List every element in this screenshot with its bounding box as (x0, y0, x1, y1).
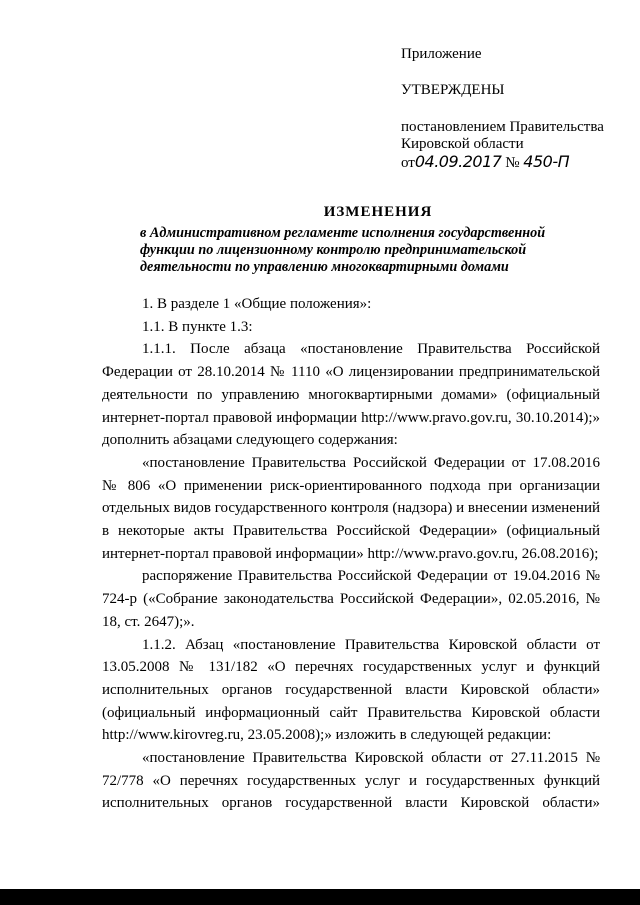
document-title: ИЗМЕНЕНИЯ (323, 204, 433, 220)
decree-line-2: Кировской области (401, 136, 524, 152)
date-prefix: от (401, 155, 415, 171)
paragraph-4: «постановление Правительства Российской Федерации от 17.08.2016 № 806 «О применении риск-ориентированного подхода при организации отдельных видов государственного контроля (надзора) и внесении изменений в некоторые акты Правительства Российской Федерации» (официальный интернет-портал правовой информации» http://www.pravo.gov.ru, 26.08.2016); (102, 454, 600, 562)
paragraph-3: 1.1.1. После абзаца «постановление Правительства Российской Федерации от 28.10.2014 № 1110 «О лицензировании предпринимательской деятельности по управлению многоквартирными домами» (официальный интернет-портал правовой информации http://www.pravo.gov.ru, 30.10.2014);» дополнить абзацами следующего содержания: (102, 341, 600, 449)
paragraph-5: распоряжение Правительства Российской Федерации от 19.04.2016 № 724-р («Собрание законодательства Российской Федерации», 02.05.2016, № 18, ст. 2647);». (102, 568, 600, 630)
document-subtitle: в Административном регламенте исполнения государственной функции по лицензионному контролю предпринимательской деятельности по управлению многоквартирными домами (140, 225, 546, 275)
approval-block (401, 46, 616, 172)
heading-block (140, 204, 590, 276)
paragraph-7: «постановление Правительства Кировской области от 27.11.2015 № 72/778 «О перечнях государственных услуг и государственных функций исполнительных органов государственной власти Кировской области» (102, 750, 600, 812)
appendix-label: Приложение (401, 46, 482, 62)
scan-edge-bar (0, 889, 640, 905)
number-sign: № (505, 155, 520, 171)
paragraph-2: 1.1. В пункте 1.3: (142, 318, 253, 335)
decree-line-1: постановлением Правительства (401, 119, 604, 135)
paragraph-6: 1.1.2. Абзац «постановление Правительства Кировской области от 13.05.2008 № 131/182 «О перечнях государственных услуг и функций исполнительных органов государственной власти Кировской области» (официальный информационный сайт Правительства Кировской области http://www.kirovreg.ru, 23.05.2008);» изложить в следующей редакции: (102, 636, 600, 744)
approved-label: УТВЕРЖДЕНЫ (401, 82, 505, 98)
paragraph-1: 1. В разделе 1 «Общие положения»: (142, 296, 372, 312)
decree-date-line (401, 153, 616, 172)
decree-date: 04.09.2017 (414, 152, 502, 171)
document-body (102, 293, 600, 815)
decree-number: 450-П (523, 152, 570, 171)
